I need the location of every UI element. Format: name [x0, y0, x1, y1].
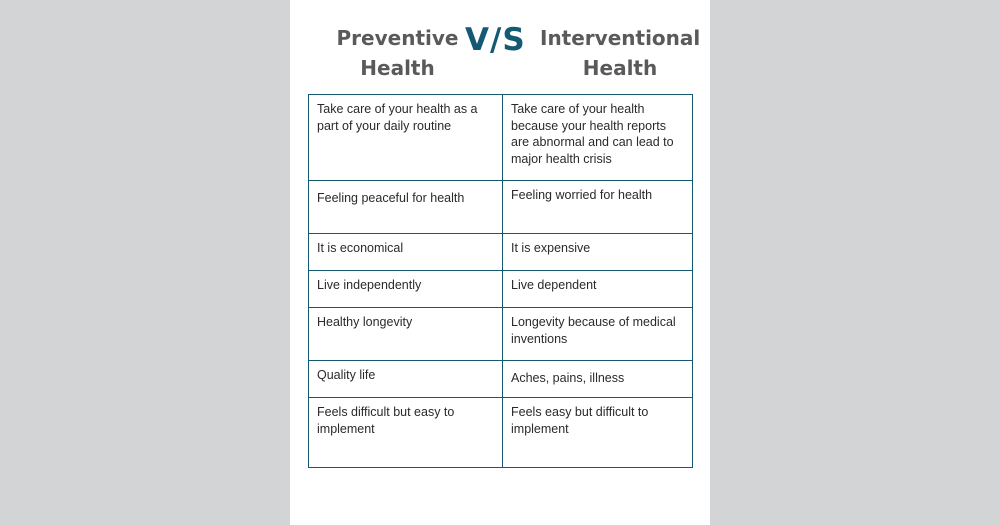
interventional-cell: Live dependent: [503, 271, 693, 308]
interventional-cell: Take care of your health because your health reports are abnormal and can lead to major health crisis: [503, 95, 693, 181]
interventional-cell: Feeling worried for health: [503, 181, 693, 234]
table-row: [309, 271, 693, 308]
table-row: [309, 361, 693, 398]
table-row: [309, 308, 693, 361]
preventive-cell: It is economical: [309, 234, 503, 271]
table-row: [309, 95, 693, 181]
interventional-cell: It is expensive: [503, 234, 693, 271]
table-row: [309, 181, 693, 234]
interventional-health-title: Interventional Health: [540, 26, 701, 80]
comparison-card: [290, 0, 710, 525]
preventive-cell: Healthy longevity: [309, 308, 503, 361]
interventional-cell: Feels easy but difficult to implement: [503, 398, 693, 468]
preventive-cell: Quality life: [309, 361, 503, 398]
preventive-health-title: Preventive Health: [336, 26, 459, 80]
preventive-cell: Live independently: [309, 271, 503, 308]
table-row: [309, 234, 693, 271]
preventive-cell: Feeling peaceful for health: [309, 181, 503, 234]
comparison-table: [308, 94, 693, 468]
versus-label: V/S: [465, 22, 526, 58]
interventional-cell: Longevity because of medical inventions: [503, 308, 693, 361]
interventional-cell: Aches, pains, illness: [503, 361, 693, 398]
preventive-cell: Feels difficult but easy to implement: [309, 398, 503, 468]
table-row: [309, 398, 693, 468]
preventive-cell: Take care of your health as a part of your daily routine: [309, 95, 503, 181]
